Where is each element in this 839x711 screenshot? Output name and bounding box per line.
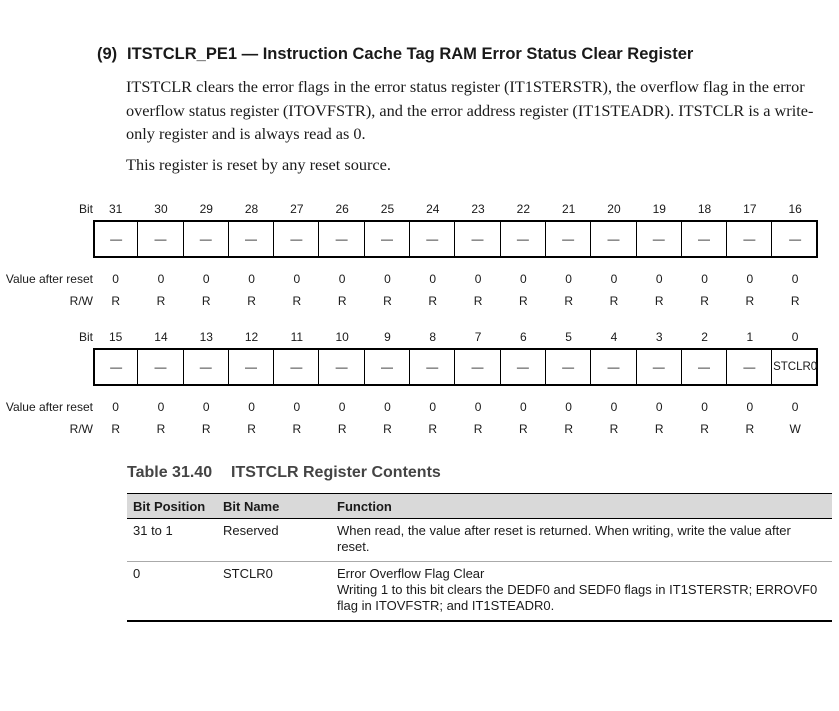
rw-value: R xyxy=(383,294,392,308)
bit-field: — xyxy=(637,350,682,384)
reset-value: 0 xyxy=(701,272,708,286)
cell-function xyxy=(331,562,832,622)
rw-value: R xyxy=(519,422,528,436)
bit-field: — xyxy=(365,222,410,256)
bit-field: — xyxy=(274,222,319,256)
rw-value: R xyxy=(745,294,755,308)
bit-number: 30 xyxy=(154,202,168,216)
bit-number: 19 xyxy=(652,202,666,216)
bit-number: 28 xyxy=(244,202,259,216)
bit-number: 23 xyxy=(471,202,485,216)
bit-number: 5 xyxy=(565,330,572,344)
rw-value: R xyxy=(292,294,302,308)
table-row xyxy=(127,519,832,562)
bit-field: — xyxy=(410,222,455,256)
reset-value: 0 xyxy=(655,400,663,414)
bit-row-label: Bit xyxy=(78,330,93,344)
reset-value: 0 xyxy=(202,272,210,286)
reset-value: 0 xyxy=(338,400,346,414)
reset-value: 0 xyxy=(474,272,482,286)
reset-value: 0 xyxy=(746,272,754,286)
bit-field: — xyxy=(184,222,229,256)
bit-field: — xyxy=(455,350,500,384)
rw-value: R xyxy=(473,422,483,436)
reset-value: 0 xyxy=(248,272,255,286)
reset-value: 0 xyxy=(157,272,165,286)
reset-value: 0 xyxy=(655,272,663,286)
section-title: ITSTCLR_PE1 — Instruction Cache Tag RAM Error Status Clear Register xyxy=(127,45,694,63)
bit-field: — xyxy=(727,222,772,256)
bit-field: STCLR0 xyxy=(773,361,818,373)
rw-value: W xyxy=(789,422,801,436)
reset-value: 0 xyxy=(565,272,572,286)
reset-row-label: Value after reset xyxy=(5,400,93,414)
table-title: ITSTCLR Register Contents xyxy=(231,464,441,481)
bit-number: 10 xyxy=(335,330,349,344)
reset-value: 0 xyxy=(384,272,391,286)
rw-value: R xyxy=(292,422,302,436)
rw-value: R xyxy=(700,422,709,436)
rw-value: R xyxy=(201,294,211,308)
reset-value: 0 xyxy=(157,400,165,414)
reset-value: 0 xyxy=(112,400,119,414)
bit-row-label: Bit xyxy=(78,202,93,216)
header-bit-position: Bit Position xyxy=(127,494,217,519)
reset-value: 0 xyxy=(112,272,119,286)
rw-value: R xyxy=(111,422,120,436)
bit-field: — xyxy=(229,350,274,384)
rw-value: R xyxy=(111,294,120,308)
bit-number: 24 xyxy=(426,202,440,216)
rw-value: R xyxy=(654,294,664,308)
bit-number: 22 xyxy=(516,202,531,216)
reset-value: 0 xyxy=(610,272,618,286)
bit-number: 31 xyxy=(108,202,123,216)
reset-note-paragraph: This register is reset by any reset source. xyxy=(126,155,391,174)
bit-field: — xyxy=(682,222,727,256)
rw-value: R xyxy=(745,422,755,436)
bit-field: — xyxy=(365,350,410,384)
bit-number: 11 xyxy=(290,330,304,344)
rw-value: R xyxy=(156,294,166,308)
bit-field: — xyxy=(727,350,772,384)
bit-number: 0 xyxy=(791,330,799,344)
function-text: Writing 1 to this bit clears the DEDF0 and SEDF0 flags in IT1STERSTR; ERROVF0 flag in ITOVFSTR; and IT1STEADR0. xyxy=(337,582,818,613)
bit-field: — xyxy=(546,350,591,384)
rw-row-label: R/W xyxy=(69,422,93,436)
bit-number: 29 xyxy=(199,202,213,216)
reset-value: 0 xyxy=(701,400,708,414)
rw-value: R xyxy=(337,294,347,308)
register-contents-table xyxy=(127,493,832,622)
bit-field: — xyxy=(138,350,183,384)
section-number: (9) xyxy=(97,45,118,63)
bit-field: — xyxy=(320,350,365,384)
rw-value: R xyxy=(519,294,528,308)
reset-value: 0 xyxy=(791,400,799,414)
bit-field: — xyxy=(320,222,365,256)
bit-field: — xyxy=(682,350,727,384)
bit-number: 8 xyxy=(429,330,437,344)
bit-number: 25 xyxy=(380,202,395,216)
bit-field: — xyxy=(138,222,183,256)
bit-number: 18 xyxy=(697,202,712,216)
bit-field: — xyxy=(637,222,682,256)
rw-value: R xyxy=(654,422,664,436)
rw-value: R xyxy=(564,422,573,436)
reset-value: 0 xyxy=(746,400,754,414)
cell-bit-name: Reserved xyxy=(217,519,331,562)
bit-field: — xyxy=(501,222,546,256)
header-function: Function xyxy=(331,494,832,519)
rw-value: R xyxy=(201,422,211,436)
cell-function xyxy=(331,519,832,562)
bit-number: 27 xyxy=(290,202,304,216)
rw-value: R xyxy=(428,422,438,436)
description-paragraph: ITSTCLR clears the error flags in the error status register (IT1STERSTR), the overflow flag in the error overflow status register (ITOVFSTR), and the error address register (IT1STEADR). ITSTCLR is a write-only register and is always read as 0. xyxy=(126,77,814,143)
function-title: Error Overflow Flag Clear xyxy=(337,566,485,581)
reset-row-label: Value after reset xyxy=(5,272,93,286)
function-text: When read, the value after reset is returned. When writing, write the value after reset. xyxy=(337,523,791,554)
bit-number: 1 xyxy=(746,330,754,344)
section-heading xyxy=(97,45,693,64)
bit-number: 12 xyxy=(244,330,259,344)
table-caption xyxy=(127,464,441,482)
rw-value: R xyxy=(564,294,573,308)
bit-field: — xyxy=(95,222,138,256)
reset-value: 0 xyxy=(293,272,301,286)
bit-number: 15 xyxy=(108,330,123,344)
register-field-row xyxy=(93,220,818,258)
rw-value: R xyxy=(247,422,256,436)
table-number: Table 31.40 xyxy=(127,464,213,481)
bit-field: — xyxy=(95,350,138,384)
rw-value: R xyxy=(700,294,709,308)
bit-number: 3 xyxy=(655,330,663,344)
reset-value: 0 xyxy=(384,400,391,414)
reset-value: 0 xyxy=(610,400,618,414)
table-header-row xyxy=(127,494,832,519)
reset-value: 0 xyxy=(474,400,482,414)
bit-field: — xyxy=(591,350,636,384)
bit-number: 17 xyxy=(743,202,757,216)
reset-value: 0 xyxy=(293,400,301,414)
bit-number: 2 xyxy=(701,330,708,344)
bit-field: — xyxy=(455,222,500,256)
cell-bit-position: 31 to 1 xyxy=(127,519,217,562)
bit-number: 4 xyxy=(610,330,618,344)
bit-number: 21 xyxy=(561,202,576,216)
rw-value: R xyxy=(247,294,256,308)
bit-field: — xyxy=(274,350,319,384)
reset-value: 0 xyxy=(202,400,210,414)
rw-value: R xyxy=(156,422,166,436)
bit-field: — xyxy=(546,222,591,256)
rw-value: R xyxy=(609,294,619,308)
bit-field: — xyxy=(184,350,229,384)
bit-field: — xyxy=(501,350,546,384)
reset-value: 0 xyxy=(429,400,437,414)
rw-row-label: R/W xyxy=(69,294,93,308)
rw-value: R xyxy=(337,422,347,436)
register-field-row xyxy=(93,348,818,386)
reset-value: 0 xyxy=(519,400,527,414)
rw-value: R xyxy=(609,422,619,436)
reset-value: 0 xyxy=(565,400,572,414)
bit-number: 7 xyxy=(474,330,482,344)
reset-value: 0 xyxy=(248,400,255,414)
bit-number: 14 xyxy=(154,330,168,344)
bit-number: 6 xyxy=(519,330,527,344)
reset-value: 0 xyxy=(519,272,527,286)
table-row xyxy=(127,562,832,622)
bit-number: 16 xyxy=(788,202,802,216)
rw-value: R xyxy=(790,294,800,308)
rw-value: R xyxy=(383,422,392,436)
bit-field: — xyxy=(229,222,274,256)
cell-bit-position: 0 xyxy=(127,562,217,622)
bit-field: — xyxy=(410,350,455,384)
bit-field: — xyxy=(789,232,802,246)
rw-value: R xyxy=(473,294,483,308)
reset-value: 0 xyxy=(791,272,799,286)
bit-number: 20 xyxy=(607,202,621,216)
reset-value: 0 xyxy=(338,272,346,286)
bit-number: 13 xyxy=(199,330,213,344)
bit-field: — xyxy=(591,222,636,256)
cell-bit-name: STCLR0 xyxy=(217,562,331,622)
header-bit-name: Bit Name xyxy=(217,494,331,519)
reset-value: 0 xyxy=(429,272,437,286)
bit-number: 9 xyxy=(384,330,391,344)
bit-number: 26 xyxy=(335,202,349,216)
rw-value: R xyxy=(428,294,438,308)
